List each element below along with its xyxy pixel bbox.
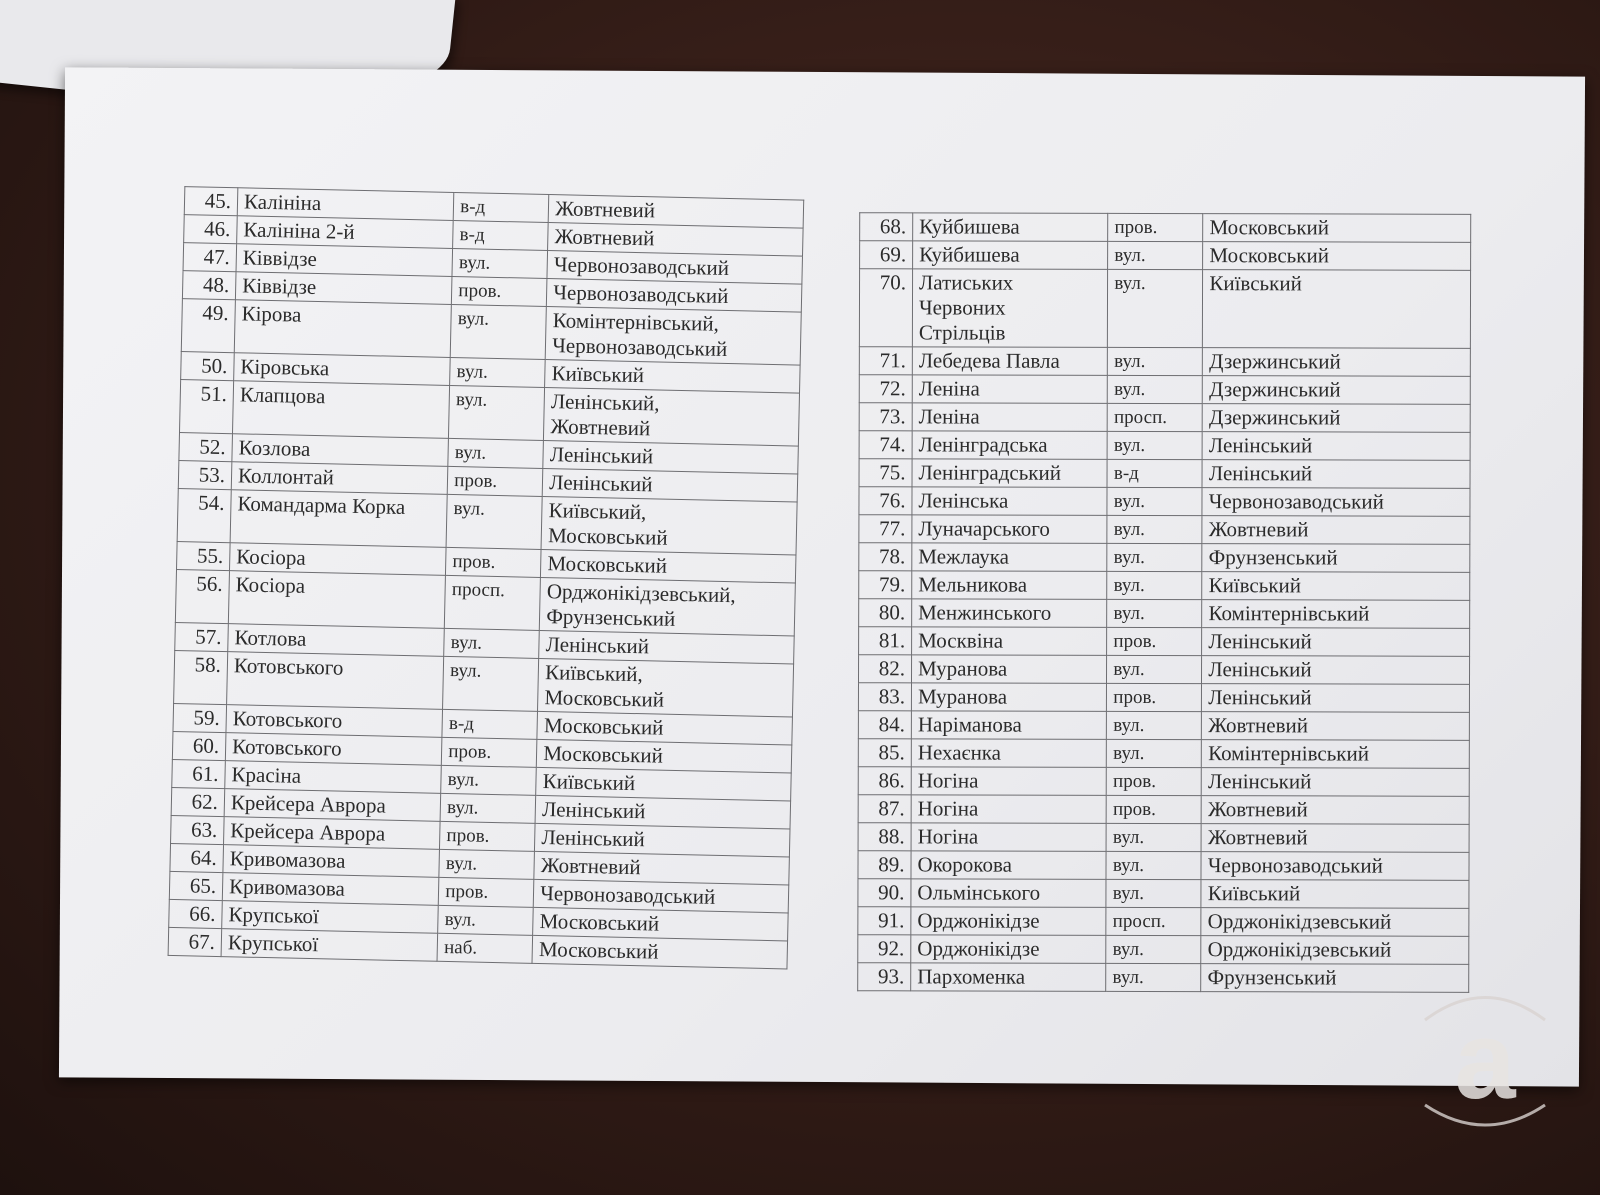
district-name bbox=[1202, 572, 1470, 601]
table-row bbox=[858, 851, 1469, 881]
street-type: пров. bbox=[1106, 795, 1201, 823]
street-type: в-д bbox=[1107, 459, 1202, 487]
row-number: 85. bbox=[858, 739, 911, 767]
street-type: вул. bbox=[450, 304, 546, 359]
row-number: 81. bbox=[859, 627, 912, 655]
table-row bbox=[858, 739, 1469, 769]
district-name bbox=[1202, 432, 1470, 461]
district-name-line: Київський, bbox=[548, 498, 647, 525]
street-name-line: Ківвідзе bbox=[242, 245, 318, 272]
district-name bbox=[1203, 348, 1471, 377]
street-name-line: Кривомазова bbox=[229, 846, 346, 873]
street-type: в-д bbox=[442, 709, 538, 739]
street-name-line: Калініна bbox=[243, 189, 322, 216]
street-name-line: Ленінградська bbox=[918, 432, 1048, 457]
street-type: вул. bbox=[438, 905, 534, 935]
street-name-line: Пархоменка bbox=[917, 964, 1026, 989]
street-name-line: Командарма Корка bbox=[237, 491, 406, 519]
district-name bbox=[1201, 852, 1469, 881]
district-name-line: Київський bbox=[542, 769, 636, 796]
table-row bbox=[858, 795, 1469, 825]
street-type: пров. bbox=[447, 466, 543, 496]
street-type: вул. bbox=[1106, 823, 1201, 851]
district-name bbox=[1202, 488, 1470, 517]
table-row bbox=[859, 459, 1470, 489]
district-name-line: Київський bbox=[1209, 271, 1302, 296]
district-name-line: Дзержинський bbox=[1209, 377, 1341, 402]
street-type: вул. bbox=[1107, 599, 1202, 627]
street-type: вул. bbox=[1108, 241, 1203, 269]
district-name-line: Орджонікідзевський bbox=[1207, 937, 1392, 962]
district-name-line: Московський bbox=[543, 741, 664, 768]
row-number: 74. bbox=[859, 431, 912, 459]
street-name-line: Кіровська bbox=[240, 354, 330, 381]
street-name-line: Нехаєнка bbox=[917, 740, 1002, 765]
district-name-line: Фрунзенський bbox=[1207, 965, 1337, 990]
street-name-line: Калініна 2-й bbox=[243, 217, 355, 244]
table-row bbox=[859, 375, 1470, 405]
table-row bbox=[858, 683, 1469, 713]
street-name bbox=[912, 599, 1107, 628]
table-row bbox=[859, 487, 1470, 517]
district-name-line: Московський bbox=[543, 713, 664, 740]
row-number: 86. bbox=[858, 767, 911, 795]
street-name-line: Ківвідзе bbox=[241, 273, 317, 299]
street-name-line: Кривомазова bbox=[228, 874, 346, 901]
row-number: 87. bbox=[858, 795, 911, 823]
street-type: вул. bbox=[443, 656, 539, 711]
street-type: вул. bbox=[1107, 487, 1202, 515]
street-type: вул. bbox=[449, 385, 545, 440]
watermark-letter: a bbox=[1454, 999, 1516, 1122]
street-type: вул. bbox=[1106, 879, 1201, 907]
district-name-line: Київський bbox=[1207, 881, 1301, 906]
row-number: 79. bbox=[859, 571, 912, 599]
table-row bbox=[858, 711, 1469, 741]
district-name-line: Червонозаводський bbox=[551, 333, 728, 361]
district-name bbox=[1202, 544, 1470, 573]
street-type: пров. bbox=[452, 276, 548, 306]
table-row bbox=[858, 879, 1469, 909]
street-name-line: Латиських bbox=[919, 270, 1014, 295]
street-name-line: Червоних bbox=[918, 295, 1006, 320]
street-name bbox=[913, 213, 1108, 242]
table-row bbox=[859, 599, 1470, 629]
row-number: 80. bbox=[859, 599, 912, 627]
street-type: вул. bbox=[1106, 963, 1201, 991]
district-name-line: Ленінський bbox=[1208, 433, 1313, 458]
district-name-line: Жовтневий bbox=[554, 196, 656, 223]
district-name-line: Ленінський bbox=[545, 632, 650, 659]
district-name-line: Комінтернівський bbox=[1208, 601, 1370, 626]
district-name bbox=[544, 388, 800, 447]
street-name bbox=[912, 431, 1107, 460]
district-name-line: Ленінський bbox=[1208, 629, 1312, 654]
row-number: 88. bbox=[858, 823, 911, 851]
district-name-line: Ленінський bbox=[541, 825, 646, 852]
district-name-line: Московський bbox=[1209, 243, 1329, 268]
street-name-line: Косіора bbox=[236, 544, 307, 570]
street-name bbox=[911, 767, 1106, 796]
district-name bbox=[1201, 824, 1469, 853]
street-name-line: Ногіна bbox=[917, 824, 979, 849]
table-row bbox=[858, 767, 1469, 797]
district-name-line: Ленінський, bbox=[550, 389, 660, 416]
district-name-line: Ленінський bbox=[1208, 461, 1313, 486]
street-name bbox=[911, 795, 1106, 824]
table-row bbox=[859, 543, 1470, 573]
street-name-line: Мельникова bbox=[918, 572, 1028, 597]
street-type: вул. bbox=[441, 765, 537, 795]
street-name-line: Орджонікідзе bbox=[917, 936, 1040, 961]
district-name-line: Московський bbox=[1209, 215, 1330, 240]
street-name bbox=[912, 627, 1107, 656]
district-name bbox=[532, 935, 787, 969]
street-name bbox=[227, 652, 444, 710]
street-name-line: Крупської bbox=[228, 902, 320, 929]
row-number: 62. bbox=[171, 787, 225, 816]
street-type: вул. bbox=[452, 248, 548, 278]
district-name-line: Київський bbox=[551, 361, 645, 388]
district-name-line: Червонозаводський bbox=[553, 252, 730, 280]
district-name-line: Ленінський bbox=[1208, 685, 1312, 710]
district-name bbox=[1201, 796, 1469, 825]
table-row bbox=[859, 431, 1470, 461]
street-type: просп. bbox=[1106, 907, 1201, 935]
street-name bbox=[911, 683, 1106, 712]
row-number: 66. bbox=[169, 899, 223, 928]
district-name bbox=[1201, 936, 1469, 965]
street-name-line: Коллонтай bbox=[237, 463, 335, 490]
district-name-line: Фрунзенський bbox=[1208, 545, 1338, 570]
row-number: 67. bbox=[168, 927, 222, 956]
district-name bbox=[1202, 684, 1470, 713]
street-name-line: Муранова bbox=[918, 656, 1008, 681]
district-name-line: Московський bbox=[538, 937, 659, 964]
district-name-line: Київський, bbox=[544, 660, 644, 687]
street-type: пров. bbox=[439, 877, 535, 907]
street-type: пров. bbox=[1107, 683, 1202, 711]
street-type: вул. bbox=[1106, 935, 1201, 963]
row-number: 78. bbox=[859, 543, 912, 571]
street-type: просп. bbox=[1107, 403, 1202, 431]
street-name-line: Котовського bbox=[233, 653, 344, 680]
street-type: вул. bbox=[446, 494, 542, 549]
street-name-line: Крейсера Аврора bbox=[230, 790, 387, 818]
district-name-line: Ленінський bbox=[541, 797, 646, 824]
district-name bbox=[1202, 404, 1470, 433]
row-number: 65. bbox=[169, 871, 223, 900]
district-name-line: Червонозаводський bbox=[540, 881, 716, 909]
street-name bbox=[912, 403, 1107, 432]
district-name-line: Жовтневий bbox=[554, 224, 655, 251]
district-name-line: Московський bbox=[539, 909, 660, 936]
street-name-line: Стрільців bbox=[918, 320, 1006, 345]
row-number: 61. bbox=[172, 759, 226, 788]
street-name bbox=[911, 823, 1106, 852]
district-name-line: Московський bbox=[547, 523, 668, 550]
row-number: 77. bbox=[859, 515, 912, 543]
street-type: наб. bbox=[437, 933, 533, 963]
street-name-line: Крейсера Аврора bbox=[230, 818, 386, 846]
street-name bbox=[230, 490, 447, 548]
street-name bbox=[912, 515, 1107, 544]
row-number: 54. bbox=[177, 489, 231, 543]
street-type: пров. bbox=[442, 737, 538, 767]
street-name bbox=[234, 300, 451, 358]
table-row bbox=[858, 935, 1469, 965]
street-type: в-д bbox=[453, 220, 549, 250]
district-name bbox=[541, 496, 797, 555]
street-type: вул. bbox=[1107, 655, 1202, 683]
table-row bbox=[860, 241, 1471, 271]
district-name-line: Ленінський bbox=[1208, 769, 1312, 794]
street-type: просп. bbox=[445, 575, 541, 630]
row-number: 84. bbox=[858, 711, 911, 739]
street-name-line: Москвіна bbox=[918, 628, 1004, 653]
street-name-line: Клапцова bbox=[239, 382, 326, 409]
district-name bbox=[1201, 908, 1469, 937]
street-name-line: Котовського bbox=[231, 734, 342, 761]
row-number: 52. bbox=[179, 433, 233, 462]
district-name-line: Московський bbox=[544, 685, 665, 712]
row-number: 93. bbox=[858, 963, 911, 991]
street-name bbox=[912, 375, 1107, 404]
district-name bbox=[1202, 768, 1470, 797]
district-name-line: Дзержинський bbox=[1209, 349, 1341, 374]
district-name-line: Московський bbox=[547, 551, 668, 578]
street-type: пров. bbox=[446, 547, 542, 577]
row-number: 46. bbox=[184, 215, 238, 244]
street-type: пров. bbox=[1107, 767, 1202, 795]
row-number: 72. bbox=[859, 375, 912, 403]
street-name-line: Лебедева Павла bbox=[918, 348, 1060, 373]
street-type: пров. bbox=[440, 821, 536, 851]
row-number: 73. bbox=[859, 403, 912, 431]
district-name-line: Жовтневий bbox=[1207, 825, 1308, 850]
row-number: 68. bbox=[860, 213, 913, 241]
district-name-line: Червонозаводський bbox=[1208, 489, 1384, 514]
street-type: вул. bbox=[450, 357, 546, 387]
street-name-line: Ногіна bbox=[917, 768, 979, 793]
district-name-line: Жовтневий bbox=[1208, 517, 1309, 542]
street-type: вул. bbox=[448, 438, 544, 468]
street-type: вул. bbox=[439, 849, 535, 879]
row-number: 64. bbox=[170, 843, 224, 872]
district-name bbox=[1202, 712, 1470, 741]
row-number: 69. bbox=[860, 241, 913, 269]
row-number: 55. bbox=[177, 542, 231, 571]
street-name-line: Луначарського bbox=[918, 516, 1050, 541]
street-type: вул. bbox=[1108, 375, 1203, 403]
street-type: вул. bbox=[1107, 431, 1202, 459]
row-number: 71. bbox=[859, 347, 912, 375]
street-type: вул. bbox=[440, 793, 536, 823]
street-table-right bbox=[857, 212, 1471, 993]
district-name bbox=[1203, 376, 1471, 405]
district-name bbox=[1202, 460, 1470, 489]
district-name-line: Ленінський bbox=[549, 470, 653, 497]
district-name bbox=[540, 577, 796, 636]
district-name-line: Ленінський bbox=[549, 442, 654, 469]
street-name-line: Куйбишева bbox=[919, 214, 1020, 239]
table-row bbox=[858, 655, 1469, 685]
row-number: 83. bbox=[858, 683, 911, 711]
row-number: 50. bbox=[181, 352, 235, 381]
district-name bbox=[1203, 242, 1471, 271]
street-name-line: Косіора bbox=[235, 572, 306, 598]
street-type: вул. bbox=[1107, 711, 1202, 739]
street-name-line: Ленінська bbox=[918, 488, 1009, 513]
row-number: 59. bbox=[173, 703, 227, 732]
street-name bbox=[911, 963, 1106, 992]
row-number: 58. bbox=[174, 650, 228, 704]
row-number: 47. bbox=[183, 243, 237, 272]
street-name-line: Козлова bbox=[238, 435, 311, 461]
row-number: 82. bbox=[858, 655, 911, 683]
row-number: 89. bbox=[858, 851, 911, 879]
street-name bbox=[912, 459, 1107, 488]
street-name bbox=[912, 269, 1108, 348]
row-number: 70. bbox=[859, 269, 912, 347]
table-row bbox=[858, 963, 1469, 993]
table-row bbox=[859, 403, 1470, 433]
street-name-line: Леніна bbox=[918, 404, 980, 429]
table-row bbox=[858, 823, 1469, 853]
district-name bbox=[1201, 964, 1469, 993]
district-name-line: Жовтневий bbox=[540, 853, 641, 880]
street-type: вул. bbox=[1107, 739, 1202, 767]
street-name bbox=[911, 907, 1106, 936]
document-page bbox=[59, 67, 1585, 1086]
street-type: вул. bbox=[1107, 515, 1202, 543]
district-name-line: Ленінський bbox=[1208, 657, 1312, 682]
street-name bbox=[911, 655, 1106, 684]
district-name bbox=[1202, 740, 1470, 769]
row-number: 92. bbox=[858, 935, 911, 963]
street-name-line: Муранова bbox=[917, 684, 1008, 709]
street-name-line: Ольмінського bbox=[917, 880, 1041, 905]
district-name-line: Комінтернівський, bbox=[552, 308, 720, 336]
street-name bbox=[911, 739, 1106, 768]
row-number: 57. bbox=[175, 623, 229, 652]
row-number: 63. bbox=[171, 815, 225, 844]
street-name-line: Ногіна bbox=[917, 796, 979, 821]
table-row bbox=[858, 907, 1469, 937]
district-name-line: Орджонікідзевський bbox=[1207, 909, 1392, 934]
street-name bbox=[912, 571, 1107, 600]
street-name-line: Красіна bbox=[231, 762, 302, 788]
row-number: 75. bbox=[859, 459, 912, 487]
row-number: 90. bbox=[858, 879, 911, 907]
row-number: 45. bbox=[184, 187, 238, 216]
district-name-line: Комінтернівський bbox=[1208, 741, 1370, 766]
street-type: в-д bbox=[453, 192, 549, 222]
district-name-line: Фрунзенський bbox=[546, 604, 676, 631]
street-name-line: Окорокова bbox=[917, 852, 1012, 877]
street-name-line: Межлаука bbox=[918, 544, 1010, 569]
street-name-line: Куйбишева bbox=[919, 242, 1020, 267]
street-name bbox=[911, 879, 1106, 908]
street-name-line: Кірова bbox=[241, 301, 302, 327]
table-row bbox=[859, 515, 1470, 545]
street-name-line: Крупської bbox=[227, 930, 319, 957]
street-name bbox=[911, 935, 1106, 964]
street-name bbox=[913, 241, 1108, 270]
table-row bbox=[859, 269, 1470, 349]
street-name-line: Наріманова bbox=[917, 712, 1022, 737]
district-name-line: Жовтневий bbox=[1207, 797, 1308, 822]
street-name bbox=[911, 851, 1106, 880]
street-name-line: Орджонікідзе bbox=[917, 908, 1040, 933]
row-number: 51. bbox=[179, 380, 233, 434]
district-name bbox=[1203, 270, 1471, 349]
district-name-line: Жовтневий bbox=[550, 414, 651, 441]
street-name bbox=[228, 571, 445, 629]
row-number: 48. bbox=[182, 271, 236, 300]
table-row bbox=[859, 347, 1470, 377]
table-row bbox=[859, 627, 1470, 657]
district-name bbox=[538, 658, 794, 717]
street-name bbox=[912, 487, 1107, 516]
district-name bbox=[545, 307, 801, 366]
street-name bbox=[912, 543, 1107, 572]
district-name-line: Червонозаводський bbox=[553, 280, 729, 308]
street-type: вул. bbox=[444, 628, 540, 658]
district-name bbox=[1202, 516, 1470, 545]
street-name-line: Ленінградський bbox=[918, 460, 1062, 485]
street-table-left bbox=[168, 186, 805, 969]
district-name-line: Київський bbox=[1208, 573, 1302, 598]
table-row bbox=[859, 571, 1470, 601]
street-name bbox=[912, 347, 1107, 376]
district-name-line: Червонозаводський bbox=[1207, 853, 1383, 878]
street-name-line: Котлова bbox=[234, 625, 307, 651]
row-number: 56. bbox=[175, 570, 229, 624]
district-name bbox=[1202, 656, 1470, 685]
street-type: вул. bbox=[1108, 347, 1203, 375]
street-name bbox=[232, 381, 449, 439]
street-type: вул. bbox=[1107, 543, 1202, 571]
district-name-line: Орджонікідзевський, bbox=[546, 579, 736, 608]
street-type: пров. bbox=[1108, 213, 1203, 241]
street-name bbox=[911, 711, 1106, 740]
street-name-line: Леніна bbox=[918, 376, 980, 401]
row-number: 76. bbox=[859, 487, 912, 515]
street-type: вул. bbox=[1108, 269, 1203, 347]
district-name bbox=[1203, 214, 1471, 243]
street-type: вул. bbox=[1106, 851, 1201, 879]
row-number: 91. bbox=[858, 907, 911, 935]
row-number: 60. bbox=[172, 731, 226, 760]
district-name-line: Дзержинський bbox=[1208, 405, 1341, 430]
district-name bbox=[1202, 600, 1470, 629]
street-type: пров. bbox=[1107, 627, 1202, 655]
street-name-line: Менжинського bbox=[918, 600, 1052, 625]
district-name bbox=[1201, 880, 1469, 909]
row-number: 49. bbox=[181, 299, 235, 353]
street-name bbox=[221, 929, 438, 962]
row-number: 53. bbox=[178, 461, 232, 490]
table-row bbox=[860, 213, 1471, 243]
street-type: вул. bbox=[1107, 571, 1202, 599]
district-name bbox=[1202, 628, 1470, 657]
street-name-line: Котовського bbox=[232, 706, 343, 733]
district-name-line: Жовтневий bbox=[1208, 713, 1309, 738]
